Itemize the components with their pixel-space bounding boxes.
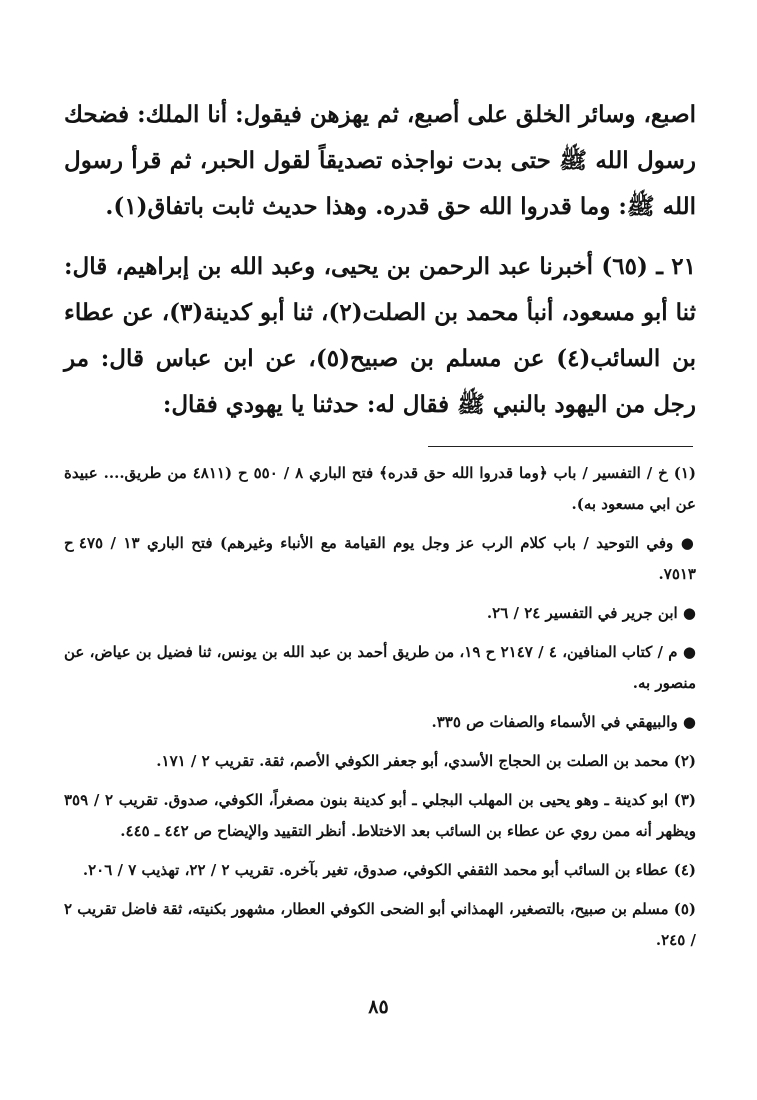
footnote-1-ref-2: ● وفي التوحيد / باب كلام الرب عز وجل يوم القيامة مع الأنباء وغيرهم) فتح الباري ١٣ / ٤٧٥ ح ٧٥١٣. — [64, 534, 696, 583]
footnote-separator — [428, 446, 693, 447]
footnote-3: (٣) ابو كدينة ـ وهو يحيى بن المهلب البجلي ـ أبو كدينة بنون مصغراً، الكوفي، صدوق. تقريب ٢ / ٣٥٩ ويظهر أنه ممن روي عن عطاء بن السائب بعد الاختلاط. أنظر التقييد والإيضاح ص ٤٤٢ ـ ٤٤٥. — [64, 791, 696, 840]
page-number: ٨٥ — [368, 996, 389, 1018]
footnote-1: (١) خ / التفسير / باب ﴿وما قدروا الله حق قدره﴾ فتح الباري ٨ / ٥٥٠ ح (٤٨١١ من طريق.... عبيدة عن ابي مسعود به). — [64, 464, 696, 513]
main-paragraph-1: اصبع، وسائر الخلق على أصبع، ثم يهزهن فيقول: أنا الملك: فضحك رسول الله ﷺ حتى بدت نواجذه تصديقاً لقول الحبر، ثم قرأ رسول الله ﷺ: وما قدروا الله حق قدره. وهذا حديث ثابت باتفاق(١). — [64, 101, 696, 220]
footnotes — [64, 458, 696, 964]
footnote-5: (٥) مسلم بن صبيح، بالتصغير، الهمذاني أبو الضحى الكوفي العطار، مشهور بكنيته، ثقة فاضل تقريب ٢ / ٢٤٥. — [64, 900, 696, 949]
footnote-1-ref-3: ● ابن جرير في التفسير ٢٤ / ٢٦. — [486, 604, 696, 622]
footnote-2: (٢) محمد بن الصلت بن الحجاج الأسدي، أبو جعفر الكوفي الأصم، ثقة. تقريب ٢ / ١٧١. — [156, 752, 696, 770]
main-paragraph-2: ٢١ ـ (٦٥) أخبرنا عبد الرحمن بن يحيى، وعبد الله بن إبراهيم، قال: ثنا أبو مسعود، أنبأ محمد بن الصلت(٢)، ثنا أبو كدينة(٣)، عن عطاء بن السائب(٤) عن مسلم بن صبيح(٥)، عن ابن عباس قال: مر رجل من اليهود بالنبي ﷺ فقال له: حدثنا يا يهودي فقال: — [64, 253, 697, 418]
main-text — [64, 92, 696, 428]
footnote-4: (٤) عطاء بن السائب أبو محمد الثقفي الكوفي، صدوق، تغير بآخره. تقريب ٢ / ٢٢، تهذيب ٧ / ٢٠٦. — [82, 861, 696, 879]
footnote-1-ref-5: ● والبيهقي في الأسماء والصفات ص ٣٣٥. — [431, 713, 696, 731]
footnote-1-ref-4: ● م / كتاب المنافين، ٤ / ٢١٤٧ ح ١٩، من طريق أحمد بن عبد الله بن يونس، ثنا فضيل بن عياض، عن منصور به. — [64, 643, 696, 692]
